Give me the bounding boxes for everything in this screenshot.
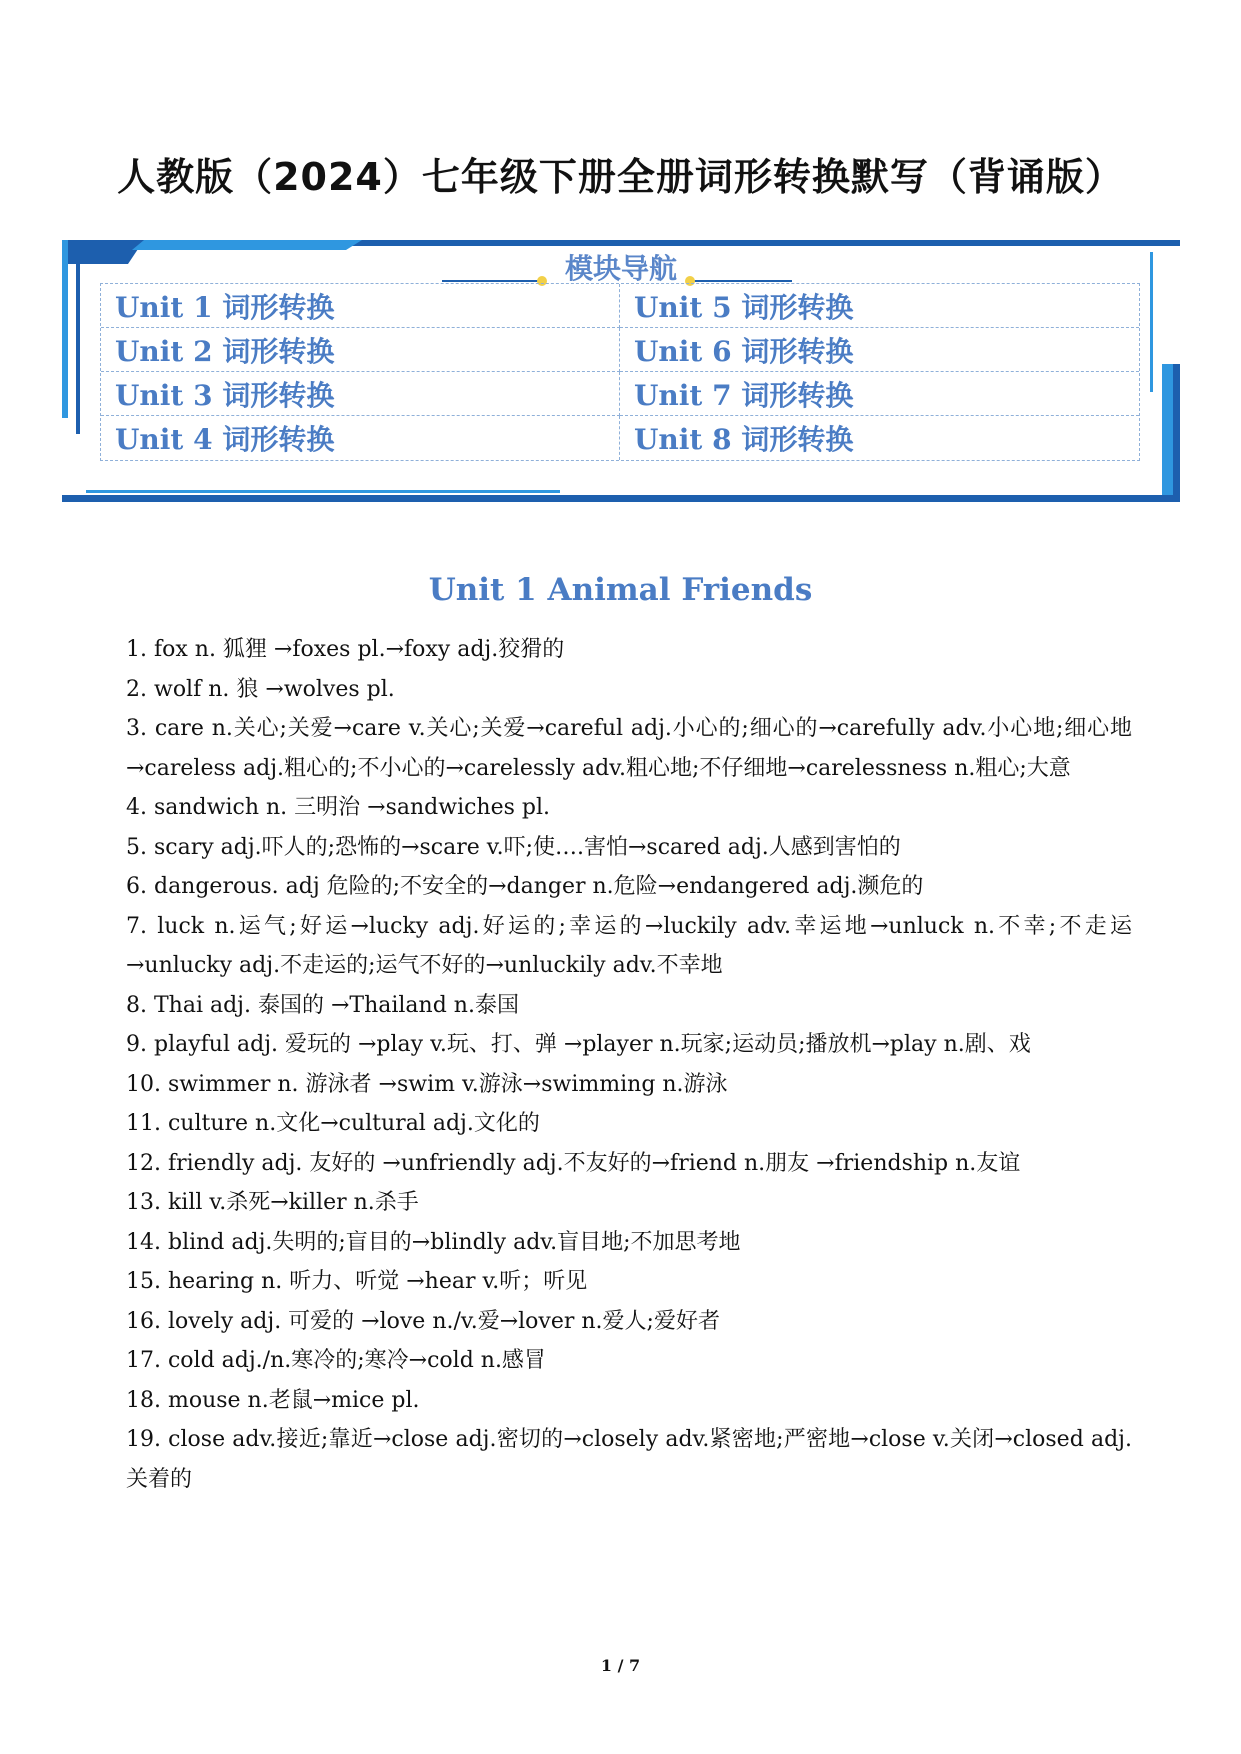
list-item: 9. playful adj. 爱玩的 →play v.玩、打、弹 →player n.玩家;运动员;播放机→play n.剧、戏: [126, 1032, 1031, 1057]
nav-link-unit-5[interactable]: Unit 5 词形转换: [620, 284, 1139, 328]
nav-link-unit-4[interactable]: Unit 4 词形转换: [101, 416, 620, 460]
list-item: 16. lovely adj. 可爱的 →love n./v.爱→lover n.爱人;爱好者: [126, 1308, 720, 1334]
unit-heading: Unit 1 Animal Friends: [428, 572, 813, 608]
navigation-grid: [100, 283, 1140, 461]
nav-link-unit-6[interactable]: Unit 6 词形转换: [620, 328, 1139, 372]
word-list: [126, 630, 1132, 1499]
list-item: 8. Thai adj. 泰国的 →Thailand n.泰国: [126, 992, 519, 1018]
list-item: 3. care n.关心;关爱→care v.关心;关爱→careful adj.小心的;细心的→carefully adv.小心地;细心地→careless adj.粗心的;不小心的→carelessly adv.粗心地;不仔细地→carelessness n.粗心;大意: [126, 716, 1132, 781]
nav-link-unit-2[interactable]: Unit 2 词形转换: [101, 328, 620, 372]
list-item: 18. mouse n.老鼠→mice pl.: [126, 1387, 420, 1413]
list-item: 5. scary adj.吓人的;恐怖的→scare v.吓;使….害怕→scared adj.人感到害怕的: [126, 834, 901, 860]
list-item: 17. cold adj./n.寒冷的;寒冷→cold n.感冒: [126, 1348, 546, 1373]
nav-link-unit-3[interactable]: Unit 3 词形转换: [101, 372, 620, 416]
list-item: 12. friendly adj. 友好的 →unfriendly adj.不友好的→friend n.朋友 →friendship n.友谊: [126, 1150, 1021, 1176]
nav-link-unit-8[interactable]: Unit 8 词形转换: [634, 423, 854, 456]
list-item: 7. luck n.运气;好运→lucky adj.好运的;幸运的→luckily adv.幸运地→unluck n.不幸;不走运→unlucky adj.不走运的;运气不好的→unluckily adv.不幸地: [126, 913, 1132, 978]
list-item: 6. dangerous. adj 危险的;不安全的→danger n.危险→endangered adj.濒危的: [126, 874, 924, 899]
page-number: 1 / 7: [600, 1656, 641, 1675]
module-navigation: [62, 240, 1180, 505]
list-item: 19. close adv.接近;靠近→close adj.密切的→closely adv.紧密地;严密地→close v.关闭→closed adj.关着的: [126, 1427, 1132, 1492]
list-item: 2. wolf n. 狼 →wolves pl.: [126, 676, 395, 702]
list-item: 1. fox n. 狐狸 →foxes pl.→foxy adj.狡猾的: [126, 637, 565, 662]
list-item: 10. swimmer n. 游泳者 →swim v.游泳→swimming n.游泳: [126, 1071, 728, 1097]
list-item: 14. blind adj.失明的;盲目的→blindly adv.盲目地;不加思考地: [126, 1229, 741, 1255]
list-item: 11. culture n.文化→cultural adj.文化的: [126, 1111, 540, 1136]
list-item: 13. kill v.杀死→killer n.杀手: [126, 1190, 419, 1215]
page-title: 人教版（2024）七年级下册全册词形转换默写（背诵版）: [117, 155, 1124, 199]
list-item: 4. sandwich n. 三明治 →sandwiches pl.: [126, 795, 551, 820]
navigation-heading: 模块导航: [564, 252, 677, 285]
nav-link-unit-7[interactable]: Unit 7 词形转换: [620, 372, 1139, 416]
list-item: 15. hearing n. 听力、听觉 →hear v.听；听见: [126, 1269, 588, 1294]
nav-link-unit-1[interactable]: Unit 1 词形转换: [101, 284, 620, 328]
